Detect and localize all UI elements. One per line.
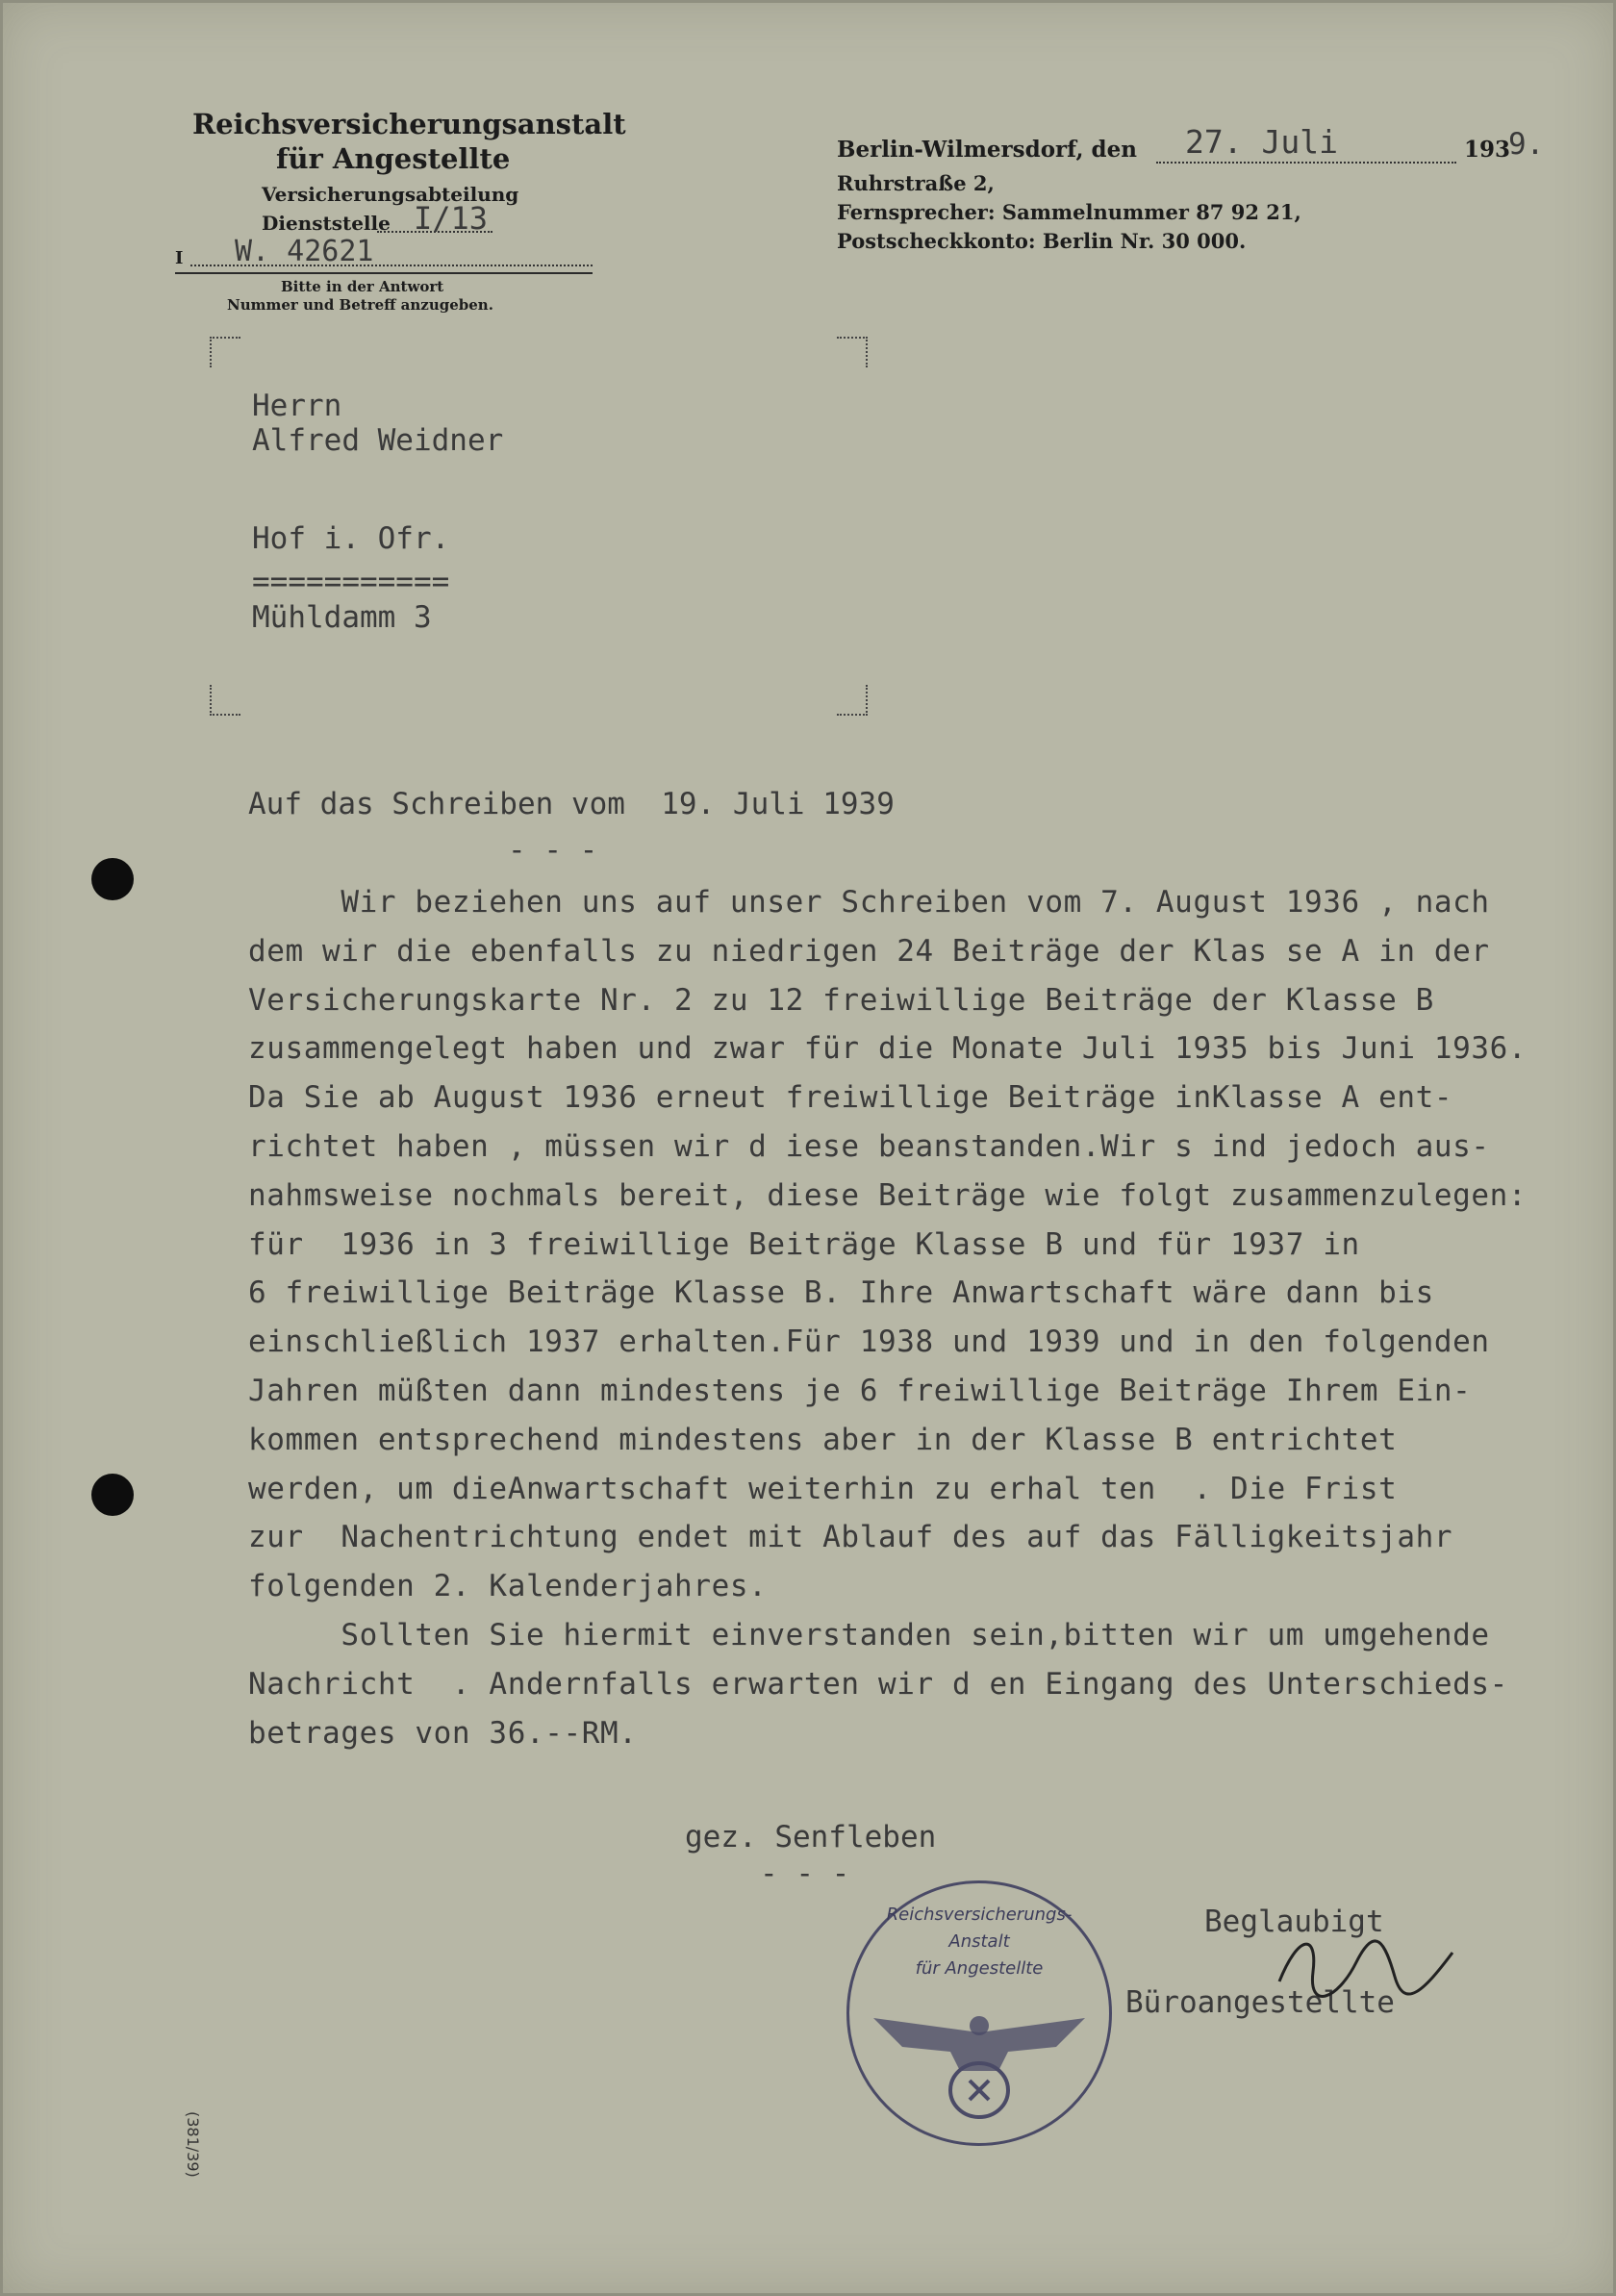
body-line-8: für 1936 in 3 freiwillige Beiträge Klasse B und für 1937 in [248,1227,1360,1262]
body-line-14: zur Nachentrichtung endet mit Ablauf des auf das Fälligkeitsjahr [248,1520,1453,1554]
eagle-emblem-icon [864,1980,1095,2133]
body-line-9: 6 freiwillige Beiträge Klasse B. Ihre Anwartschaft wäre dann bis [248,1275,1434,1310]
recipient-name: Alfred Weidner [252,423,504,458]
official-stamp [846,1880,1112,2146]
ref-prefix: I [175,248,184,268]
recipient-street: Mühldamm 3 [252,600,432,635]
stamp-line2: Anstalt [948,1931,1010,1952]
reply-hint-line1: Bitte in der Antwort [281,278,444,295]
subject-line: Auf das Schreiben vom 19. Juli 1939 [248,787,895,821]
window-corner-tl [210,337,240,367]
year-suffix: 9. [1508,127,1545,162]
org-name-line2: für Angestellte [276,142,511,175]
body-line-16: Sollten Sie hiermit einverstanden sein,bitten wir um umgehende [248,1618,1490,1653]
stamp-line3: für Angestellte [915,1958,1044,1979]
contact-postal: Postscheckkonto: Berlin Nr. 30 000. [837,229,1247,253]
certified-label: Beglaubigt [1204,1905,1384,1939]
window-corner-bl [210,685,240,716]
body-line-10: einschließlich 1937 erhalten.Für 1938 und 1939 und in den folgenden [248,1325,1490,1359]
form-code: (381/39) [184,2111,202,2178]
body-line-4: zusammengelegt haben und zwar für die Monate Juli 1935 bis Juni 1936. [248,1031,1528,1066]
body-line-7: nahmsweise nochmals bereit, diese Beiträge wie folgt zusammenzulegen: [248,1178,1528,1213]
recipient-salutation: Herrn [252,389,342,423]
body-line-18: betrages von 36.--RM. [248,1716,638,1751]
org-name-line1: Reichsversicherungsanstalt [192,108,626,140]
body-line-6: richtet haben , müssen wir d iese beanstanden.Wir s ind jedoch aus- [248,1129,1490,1164]
office-value: I/13 [414,200,489,237]
contact-phone: Fernsprecher: Sammelnummer 87 92 21, [837,200,1301,224]
stamp-line1: Reichsversicherungs- [886,1905,1073,1925]
clerk-role: Büroangestellte [1125,1985,1395,2020]
body-line-11: Jahren müßten dann mindestens je 6 freiwillige Beiträge Ihrem Ein- [248,1374,1472,1408]
body-line-5: Da Sie ab August 1936 erneut freiwillige Beiträge inKlasse A ent- [248,1080,1453,1115]
department: Versicherungsabteilung [262,183,519,206]
signed-by: gez. Senfleben [685,1820,937,1854]
body-line-13: werden, um dieAnwartschaft weiterhin zu erhal ten . Die Frist [248,1472,1398,1506]
body-line-15: folgenden 2. Kalenderjahres. [248,1569,768,1603]
recipient-city: Hof i. Ofr. [252,521,450,556]
letter-date: 27. Juli [1185,123,1338,161]
punch-hole-bottom [91,1474,134,1516]
recipient-city-underline: =========== [252,565,450,599]
reference-number: W. 42621 [235,235,374,268]
office-label: Dienststelle [262,212,391,235]
body-line-1: Wir beziehen uns auf unser Schreiben vom 7. August 1936 , nach [248,885,1490,920]
body-line-12: kommen entsprechend mindestens aber in der Klasse B entrichtet [248,1423,1398,1457]
reply-hint-line2: Nummer und Betreff anzugeben. [227,296,493,314]
ref-rule [175,272,593,274]
body-line-17: Nachricht . Andernfalls erwarten wir d en Eingang des Unterschieds- [248,1667,1508,1702]
contact-street: Ruhrstraße 2, [837,171,995,195]
handwritten-signature [1270,1924,1462,2010]
signature-rule: - - - [760,1856,850,1891]
year-prefix: 193 [1464,137,1511,163]
body-line-2: dem wir die ebenfalls zu niedrigen 24 Beiträge der Klas se A in der [248,934,1490,969]
date-dotline [1156,162,1456,164]
place-label: Berlin-Wilmersdorf, den [837,137,1137,163]
punch-hole-top [91,858,134,900]
window-corner-tr [837,337,868,367]
body-line-3: Versicherungskarte Nr. 2 zu 12 freiwillige Beiträge der Klasse B [248,983,1434,1018]
window-corner-br [837,685,868,716]
subject-rule: - - - [508,833,598,868]
